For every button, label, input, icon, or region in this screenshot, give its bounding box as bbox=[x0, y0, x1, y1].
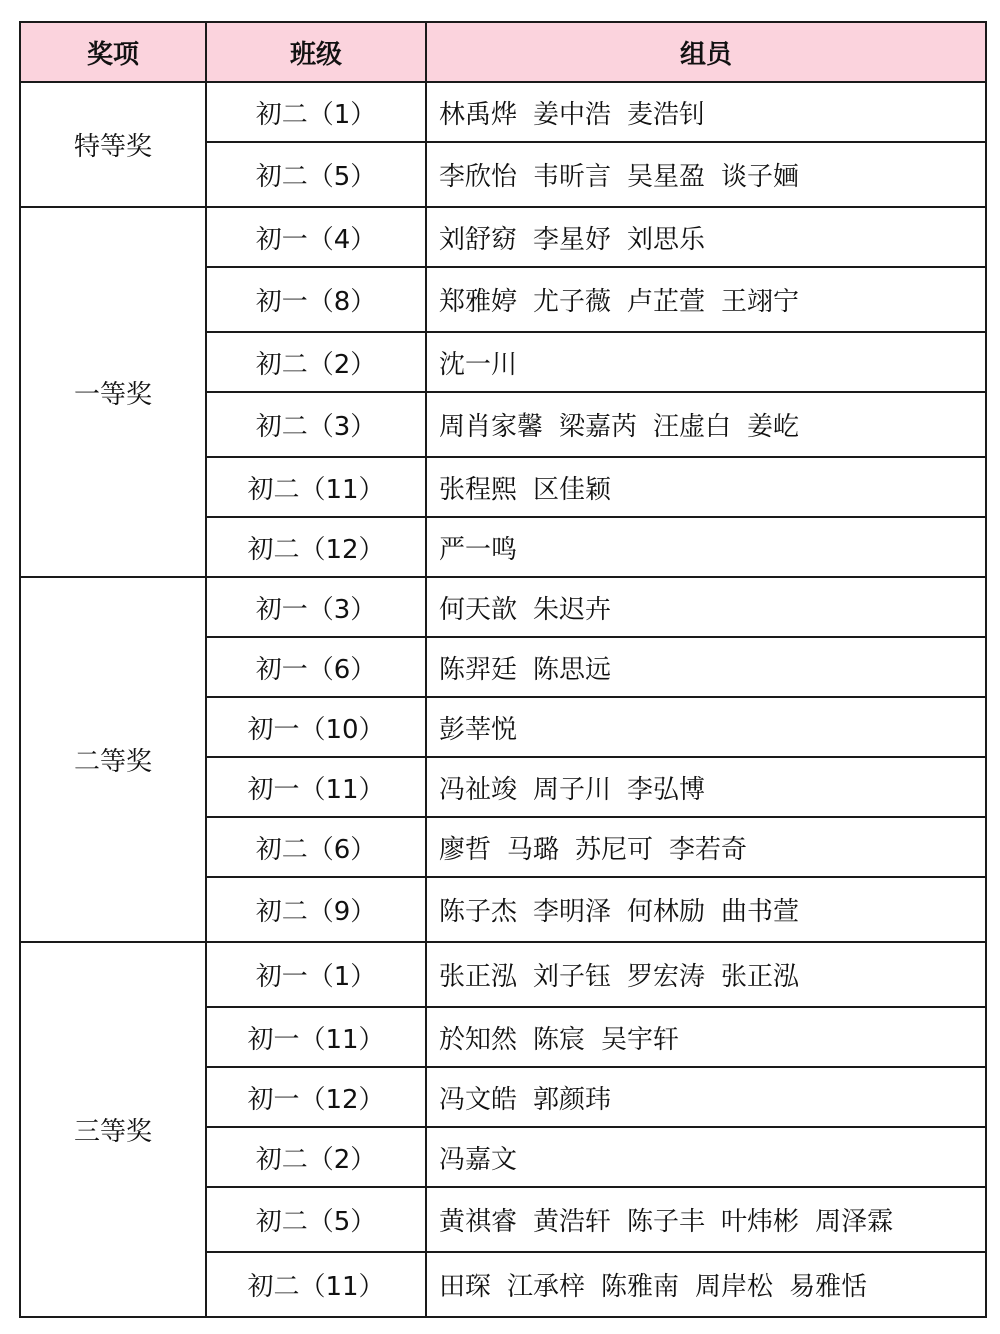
member-name: 罗宏涛 bbox=[627, 962, 706, 992]
member-name: 刘思乐 bbox=[627, 224, 706, 255]
member-name: 何林励 bbox=[627, 897, 706, 927]
members-cell bbox=[426, 1007, 986, 1067]
member-name: 陈宸 bbox=[533, 1024, 586, 1055]
member-name: 汪虚白 bbox=[653, 412, 732, 442]
member-name: 郭颜玮 bbox=[533, 1084, 612, 1115]
member-name: 李弘博 bbox=[627, 774, 706, 805]
class-cell: 初一（11） bbox=[206, 757, 426, 817]
member-name: 梁嘉芮 bbox=[559, 412, 638, 442]
member-name: 张程熙 bbox=[439, 474, 518, 505]
class-cell: 初一（6） bbox=[206, 637, 426, 697]
member-name: 谈子婳 bbox=[721, 162, 800, 192]
member-name: 李欣怡 bbox=[439, 162, 518, 192]
class-cell: 初二（1） bbox=[206, 82, 426, 142]
members-cell bbox=[426, 457, 986, 517]
member-name: 陈子丰 bbox=[627, 1207, 706, 1237]
member-name: 郑雅婷 bbox=[439, 287, 518, 317]
members-cell bbox=[426, 637, 986, 697]
member-name: 周肖家馨 bbox=[439, 412, 544, 442]
member-name: 韦昕言 bbox=[533, 162, 612, 192]
member-name: 王翊宁 bbox=[721, 287, 800, 317]
table-row bbox=[20, 577, 986, 637]
member-name: 陈羿廷 bbox=[439, 654, 518, 685]
member-name: 陈子杰 bbox=[439, 897, 518, 927]
member-name: 张正泓 bbox=[721, 962, 800, 992]
header-class: 班级 bbox=[206, 22, 426, 82]
class-cell: 初一（11） bbox=[206, 1007, 426, 1067]
member-name: 苏尼可 bbox=[575, 834, 654, 865]
member-name: 易雅恬 bbox=[789, 1272, 868, 1302]
member-name: 姜屹 bbox=[747, 412, 800, 442]
member-name: 李若奇 bbox=[669, 834, 748, 865]
member-name: 黄浩轩 bbox=[533, 1207, 612, 1237]
members-cell bbox=[426, 1187, 986, 1252]
members-cell bbox=[426, 332, 986, 392]
table-row bbox=[20, 207, 986, 267]
member-name: 李明泽 bbox=[533, 897, 612, 927]
award-cell: 二等奖 bbox=[20, 577, 206, 942]
award-cell: 一等奖 bbox=[20, 207, 206, 577]
class-cell: 初二（11） bbox=[206, 1252, 426, 1317]
members-cell bbox=[426, 207, 986, 267]
member-name: 田琛 bbox=[439, 1272, 492, 1302]
member-name: 曲书萱 bbox=[721, 897, 800, 927]
class-cell: 初一（8） bbox=[206, 267, 426, 332]
member-name: 沈一川 bbox=[439, 349, 518, 380]
member-name: 彭莘悦 bbox=[439, 714, 518, 745]
member-name: 李星妤 bbox=[533, 224, 612, 255]
member-name: 冯嘉文 bbox=[439, 1144, 518, 1175]
members-cell bbox=[426, 142, 986, 207]
members-cell bbox=[426, 267, 986, 332]
member-name: 陈思远 bbox=[533, 654, 612, 685]
class-cell: 初二（3） bbox=[206, 392, 426, 457]
member-name: 麦浩钊 bbox=[627, 99, 706, 130]
members-cell bbox=[426, 392, 986, 457]
class-cell: 初二（5） bbox=[206, 142, 426, 207]
member-name: 廖哲 bbox=[439, 834, 492, 865]
member-name: 周岸松 bbox=[695, 1272, 774, 1302]
class-cell: 初二（2） bbox=[206, 1127, 426, 1187]
member-name: 黄祺睿 bbox=[439, 1207, 518, 1237]
member-name: 周子川 bbox=[533, 774, 612, 805]
class-cell: 初一（12） bbox=[206, 1067, 426, 1127]
awards-table bbox=[19, 21, 987, 1318]
members-cell bbox=[426, 817, 986, 877]
header-row bbox=[20, 22, 986, 82]
class-cell: 初一（1） bbox=[206, 942, 426, 1007]
class-cell: 初一（3） bbox=[206, 577, 426, 637]
member-name: 江承梓 bbox=[507, 1272, 586, 1302]
member-name: 林禹烨 bbox=[439, 99, 518, 130]
member-name: 吴宇轩 bbox=[601, 1024, 680, 1055]
members-cell bbox=[426, 82, 986, 142]
table-header bbox=[20, 22, 986, 82]
class-cell: 初一（4） bbox=[206, 207, 426, 267]
member-name: 卢芷萱 bbox=[627, 287, 706, 317]
class-cell: 初二（11） bbox=[206, 457, 426, 517]
class-cell: 初二（12） bbox=[206, 517, 426, 577]
award-cell: 三等奖 bbox=[20, 942, 206, 1317]
member-name: 叶炜彬 bbox=[721, 1207, 800, 1237]
member-name: 张正泓 bbox=[439, 962, 518, 992]
member-name: 刘舒窈 bbox=[439, 224, 518, 255]
member-name: 冯祉竣 bbox=[439, 774, 518, 805]
class-cell: 初二（2） bbox=[206, 332, 426, 392]
members-cell bbox=[426, 1067, 986, 1127]
table-row bbox=[20, 82, 986, 142]
members-cell bbox=[426, 942, 986, 1007]
class-cell: 初二（5） bbox=[206, 1187, 426, 1252]
class-cell: 初二（9） bbox=[206, 877, 426, 942]
member-name: 冯文皓 bbox=[439, 1084, 518, 1115]
member-name: 姜中浩 bbox=[533, 99, 612, 130]
member-name: 吴星盈 bbox=[627, 162, 706, 192]
members-cell bbox=[426, 1127, 986, 1187]
award-cell: 特等奖 bbox=[20, 82, 206, 207]
header-members: 组员 bbox=[426, 22, 986, 82]
member-name: 周泽霖 bbox=[815, 1207, 894, 1237]
member-name: 尤子薇 bbox=[533, 287, 612, 317]
members-cell bbox=[426, 577, 986, 637]
table-row bbox=[20, 942, 986, 1007]
members-cell bbox=[426, 877, 986, 942]
class-cell: 初一（10） bbox=[206, 697, 426, 757]
member-name: 陈雅南 bbox=[601, 1272, 680, 1302]
member-name: 马璐 bbox=[507, 834, 560, 865]
member-name: 区佳颖 bbox=[533, 474, 612, 505]
members-cell bbox=[426, 1252, 986, 1317]
member-name: 刘子钰 bbox=[533, 962, 612, 992]
members-cell bbox=[426, 757, 986, 817]
member-name: 於知然 bbox=[439, 1024, 518, 1055]
members-cell bbox=[426, 517, 986, 577]
class-cell: 初二（6） bbox=[206, 817, 426, 877]
member-name: 朱迟卉 bbox=[533, 594, 612, 625]
member-name: 严一鸣 bbox=[439, 534, 518, 565]
table-body bbox=[20, 82, 986, 1317]
member-name: 何天歆 bbox=[439, 594, 518, 625]
members-cell bbox=[426, 697, 986, 757]
header-award: 奖项 bbox=[20, 22, 206, 82]
